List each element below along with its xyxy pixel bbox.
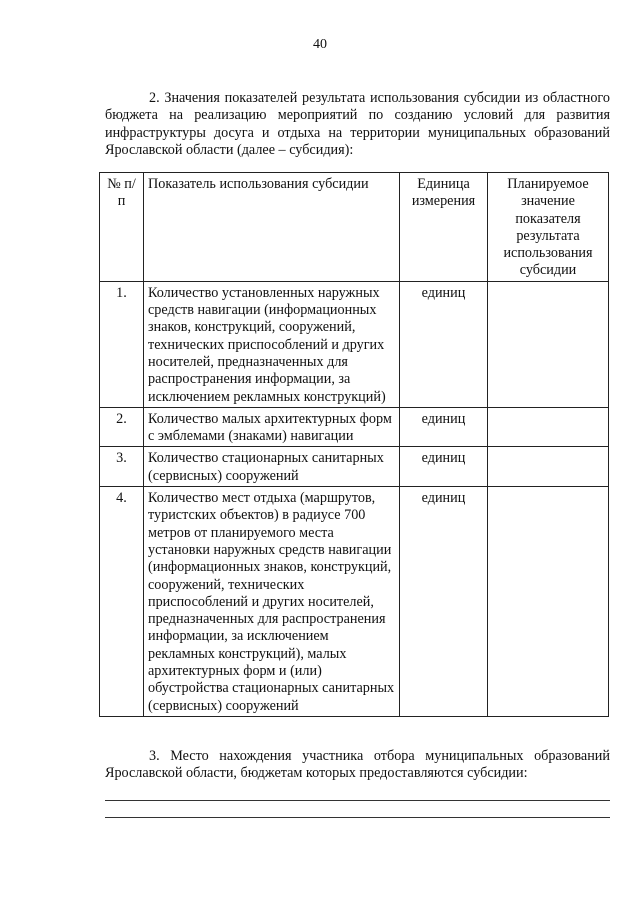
fill-in-line xyxy=(105,817,610,818)
table-row xyxy=(100,407,609,447)
row-num: 1. xyxy=(100,281,144,407)
row-num: 2. xyxy=(100,407,144,447)
row-num: 4. xyxy=(100,487,144,717)
row-plan-value xyxy=(488,447,609,487)
table-row xyxy=(100,281,609,407)
location-paragraph: 3. Место нахождения участника отбора муниципальных образований Ярославской области, бюджетам которых предоставляются субсидии: xyxy=(105,748,610,782)
row-indicator: Количество стационарных санитарных (сервисных) сооружений xyxy=(144,447,400,487)
header-unit: Единица измерения xyxy=(400,173,488,282)
row-plan-value xyxy=(488,487,609,717)
intro-paragraph: 2. Значения показателей результата использования субсидии из областного бюджета на реализацию мероприятий по созданию условий для развития инфраструктуры досуга и отдыха на территории муниципальных образований Ярославской области (далее – субсидия): xyxy=(105,90,610,158)
table-row xyxy=(100,487,609,717)
table-row xyxy=(100,447,609,487)
row-plan-value xyxy=(488,407,609,447)
row-unit: единиц xyxy=(400,487,488,717)
header-num: № п/п xyxy=(100,173,144,282)
row-unit: единиц xyxy=(400,281,488,407)
fill-in-line xyxy=(105,800,610,801)
row-indicator: Количество установленных наружных средств навигации (информационных знаков, конструкций, сооружений, технических приспособлений и других носителей, предназначенных для распространения информации, за исключением рекламных конструкций) xyxy=(144,281,400,407)
row-plan-value xyxy=(488,281,609,407)
header-indicator: Показатель использования субсидии xyxy=(144,173,400,282)
row-unit: единиц xyxy=(400,447,488,487)
table-header-row xyxy=(100,173,609,282)
header-plan: Планируемое значение показателя результата использования субсидии xyxy=(488,173,609,282)
page-number: 40 xyxy=(313,37,327,52)
row-unit: единиц xyxy=(400,407,488,447)
row-indicator: Количество мест отдыха (маршрутов, туристских объектов) в радиусе 700 метров от планируемого места установки наружных средств навигации (информационных знаков, конструкций, сооружений, технических приспособлений и других носителей, предназначенных для распространения информации, за исключением рекламных конструкций), малых архитектурных форм и (или) обустройства стационарных санитарных (сервисных) сооружений xyxy=(144,487,400,717)
indicators-table xyxy=(99,172,609,717)
row-indicator: Количество малых архитектурных форм с эмблемами (знаками) навигации xyxy=(144,407,400,447)
row-num: 3. xyxy=(100,447,144,487)
